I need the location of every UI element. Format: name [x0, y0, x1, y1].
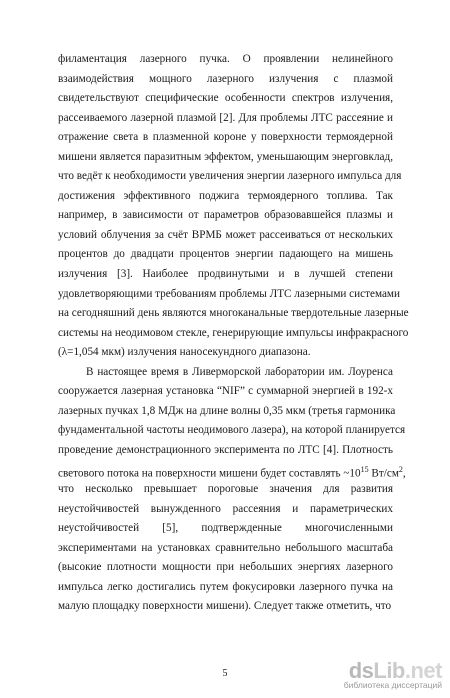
watermark-logo	[302, 658, 442, 692]
paragraph-start-line: В настоящее время в Ливерморской лаборатории им. Лоуренса	[86, 365, 393, 378]
text-line: фундаментальной частоты неодимового лазера), на которой планируется	[58, 424, 406, 437]
flux-text-line	[58, 460, 406, 481]
text-line: неустойчивостей [5], подтвержденные многочисленными	[58, 522, 393, 535]
text-line: достижения эффективного поджига термоядерного топлива. Так	[58, 189, 393, 202]
text-line: условий облучения за счёт ВРМБ может рассеиваться от нескольких	[58, 228, 393, 241]
text-line: удовлетворяющими требованиям проблемы ЛТС лазерными системами	[58, 287, 400, 300]
text-line: филаментация лазерного пучка. О проявлении нелинейного	[58, 53, 393, 65]
text-line: (λ=1,054 мкм) излучения наносекундного диапазона.	[58, 346, 311, 359]
text-line: например, в зависимости от параметров образовавшейся плазмы и	[58, 209, 393, 222]
text-line: излучения [3]. Наиболее продвинутыми и в лучшей степени	[58, 268, 393, 281]
text-line: свидетельствуют специфические особенности спектров излучения,	[58, 92, 393, 105]
text-line: неустойчивостей вынужденного рассеяния и параметрических	[58, 502, 393, 515]
watermark-net: .net	[404, 658, 442, 683]
text-line: процентов до двадцати процентов энергии падающего на мишень	[58, 248, 393, 261]
watermark-ds: ds	[348, 658, 374, 683]
flux-text: светового потока на поверхности мишени будет составлять ~10	[58, 468, 361, 481]
text-line: импульса легко достигались путем фокусировки лазерного пучка на	[58, 580, 393, 593]
text-line: отражение света в плазменной короне у поверхности термоядерной	[58, 131, 393, 144]
text-line: экспериментами на установках сравнительно небольшого масштаба	[58, 541, 393, 554]
text-line: мишени является паразитным эффектом, уменьшающим энерговклад,	[58, 150, 393, 163]
text-line: рассеиваемого лазерной плазмой [2]. Для проблемы ЛТС рассеяние и	[58, 111, 393, 124]
text-line: взаимодействия мощного лазерного излучения с плазмой	[58, 72, 393, 85]
flux-exponent: 15	[360, 465, 369, 475]
text-line: (высокие плотности мощности при небольших энергиях лазерного	[58, 561, 393, 574]
watermark-lib: Lib	[373, 658, 405, 683]
text-line: что ведёт к необходимости увеличения энергии лазерного импульса для	[58, 170, 402, 183]
text-line: на сегодняшний день являются многоканальные твердотельные лазерные	[58, 307, 409, 320]
text-line: системы на неодимовом стекле, генерирующие импульсы инфракрасного	[58, 326, 409, 339]
text-line: сооружается лазерная установка “NIF” с суммарной энергией в 192-х	[58, 385, 393, 398]
page-number: 5	[222, 668, 228, 679]
flux-unit: Вт/см	[368, 468, 399, 481]
text-line: проведение демонстрационного эксперимента по ЛТС [4]. Плотность	[58, 443, 393, 456]
flux-unit-exponent: 2	[398, 465, 403, 475]
text-line: что несколько превышает пороговые значения для развития	[58, 483, 393, 496]
text-line: малую площадку поверхности мишени). Следует также отметить, что	[58, 600, 392, 613]
text-line: лазерных пучках 1,8 МДж на длине волны 0,35 мкм (третья гармоника	[58, 404, 396, 417]
watermark-subtitle: библиотека диссертаций	[343, 680, 442, 690]
document-body	[58, 50, 409, 617]
flux-tail: ,	[402, 468, 406, 481]
